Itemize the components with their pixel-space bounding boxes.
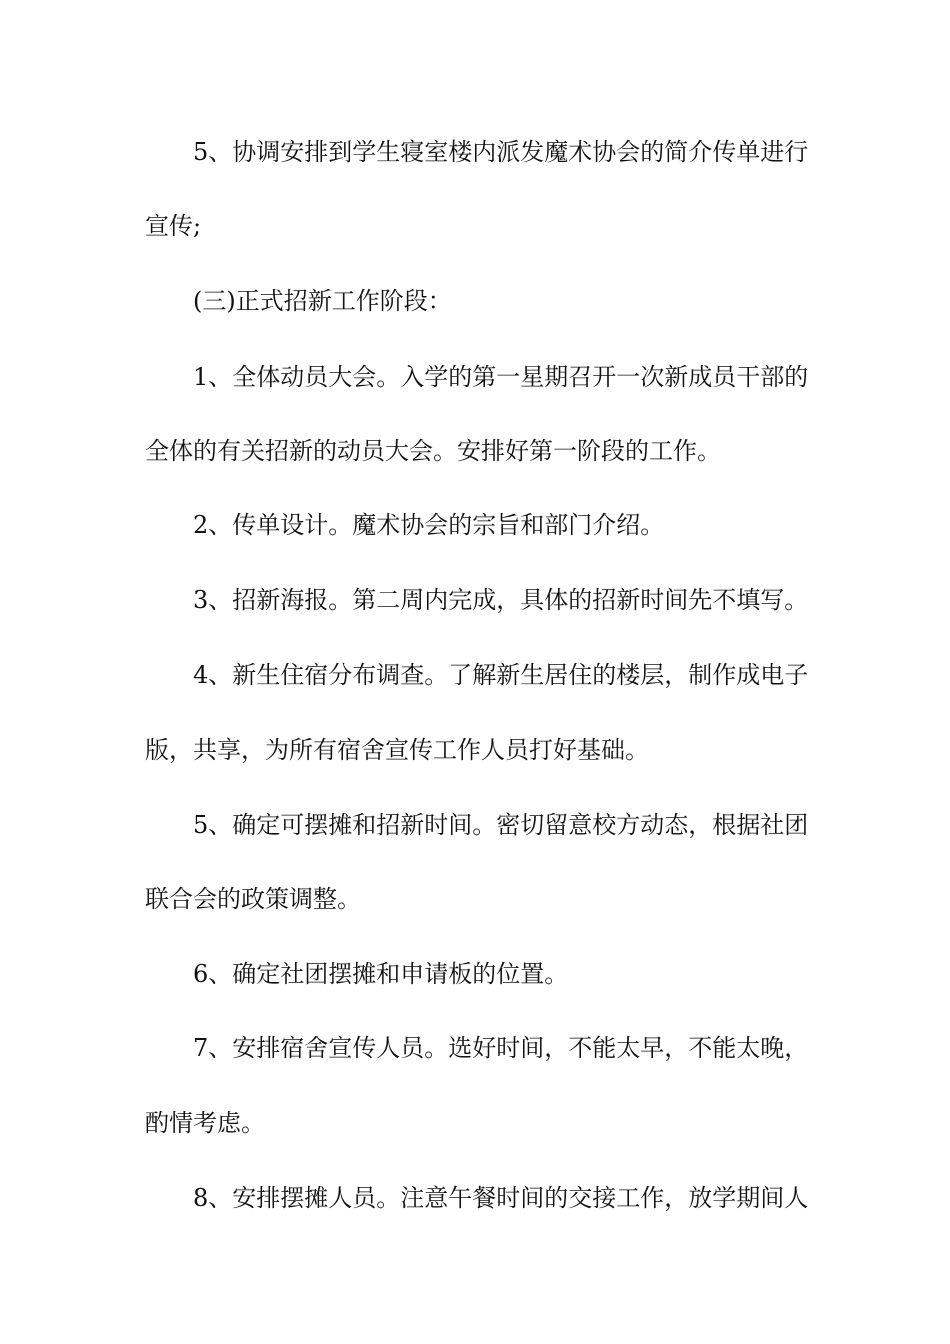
paragraph-line: 1、全体动员大会。入学的第一星期召开一次新成员干部的	[193, 363, 809, 391]
paragraph-line: 4、新生住宿分布调查。了解新生居住的楼层，制作成电子	[193, 661, 809, 689]
paragraph-line: 8、安排摆摊人员。注意午餐时间的交接工作，放学期间人	[193, 1184, 809, 1212]
paragraph-line: 全体的有关招新的动员大会。安排好第一阶段的工作。	[145, 437, 721, 465]
paragraph-line: 版，共享，为所有宿舍宣传工作人员打好基础。	[145, 736, 649, 764]
paragraph-line: 5、确定可摆摊和招新时间。密切留意校方动态，根据社团	[193, 811, 809, 839]
section-heading: (三)正式招新工作阶段：	[193, 287, 452, 315]
paragraph-line: 酌情考虑。	[145, 1109, 265, 1137]
paragraph-line: 5、协调安排到学生寝室楼内派发魔术协会的简介传单进行	[193, 138, 809, 166]
paragraph-line: 6、确定社团摆摊和申请板的位置。	[193, 960, 569, 988]
paragraph-line: 联合会的政策调整。	[145, 885, 361, 913]
paragraph-line: 2、传单设计。魔术协会的宗旨和部门介绍。	[193, 511, 665, 539]
paragraph-line: 7、安排宿舍宣传人员。选好时间，不能太早，不能太晚，	[193, 1034, 809, 1062]
paragraph-line: 宣传;	[145, 212, 202, 240]
paragraph-line: 3、招新海报。第二周内完成，具体的招新时间先不填写。	[193, 586, 809, 614]
